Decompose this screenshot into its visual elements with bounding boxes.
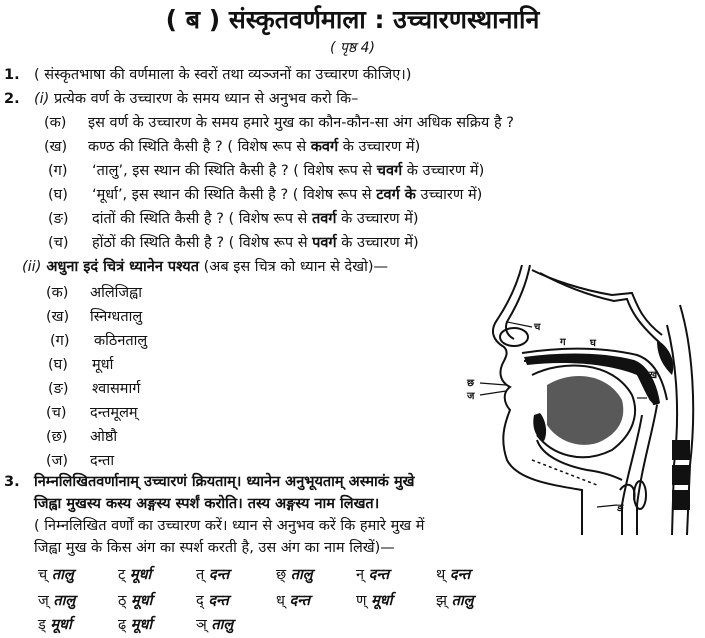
item-text: मूर्धा: [92, 357, 114, 373]
consonant: ठ्: [118, 593, 127, 609]
consonant: ट्: [118, 567, 126, 583]
list-item: [46, 403, 138, 423]
articulation-place: तालु: [53, 593, 76, 609]
list-item: [44, 137, 420, 157]
mouth-diagram: [462, 265, 705, 535]
list-item: [50, 331, 147, 351]
item-text: ‘मूर्धा’, इस स्थान की स्थिति कैसी है ? ( विशेष रूप से: [92, 187, 377, 203]
answer-item: [356, 564, 389, 584]
question-number: 3.: [4, 474, 20, 490]
answer-row: [0, 614, 520, 636]
articulation-place: दन्त: [208, 567, 230, 583]
item-text-end: के उच्चारण में): [338, 139, 421, 155]
diagram-label-gh: घ: [590, 338, 596, 349]
item-label: (ङ): [48, 381, 69, 397]
answer-item: [196, 614, 233, 634]
question-3-line-1: [4, 472, 415, 492]
item-text-end: के उच्चारण में): [402, 163, 485, 179]
articulation-place: तालु: [290, 567, 313, 583]
articulation-place: तालु: [211, 617, 234, 633]
item-text: कण्ठ की स्थिति कैसी है ? ( विशेष रूप से: [88, 139, 311, 155]
answer-item: [118, 614, 152, 634]
item-label: (ख): [44, 139, 68, 155]
list-item: [48, 355, 113, 375]
consonant: झ्: [436, 593, 447, 609]
question-number: 2.: [4, 91, 20, 107]
hindi-instruction: (अब इस चित्र को ध्यान से देखो)—: [199, 259, 388, 275]
articulation-place: मूर्धा: [50, 617, 72, 633]
list-item: [46, 451, 114, 471]
answer-item: [276, 590, 310, 610]
list-item: [44, 113, 514, 133]
item-label: (ज): [46, 453, 69, 469]
page-title: ( ब ) संस्कृतवर्णमाला : उच्चारणस्थानानि: [165, 5, 540, 34]
diagram-label-kh: ख: [649, 370, 658, 381]
articulation-place: तालु: [451, 593, 474, 609]
diagram-label-g: ग: [560, 337, 566, 348]
item-bold-text: पवर्ग: [312, 235, 337, 251]
answer-item: [38, 564, 74, 584]
answer-row: [0, 564, 520, 586]
item-text: ‘तालु’, इस स्थान की स्थिति कैसी है ? ( विशेष रूप से: [92, 163, 377, 179]
diagram-label-k: क: [649, 394, 657, 405]
articulation-place: दन्त: [208, 593, 229, 609]
consonant: ड्: [38, 617, 46, 633]
item-bold-text: कवर्ग: [310, 139, 339, 155]
item-text-end: उच्चारण में): [415, 187, 483, 203]
item-label: (च): [46, 405, 67, 421]
question-text: प्रत्येक वर्ण के उच्चारण के समय ध्यान से अनुभव करो कि–: [49, 91, 359, 107]
list-item: [48, 185, 482, 205]
consonant: ढ्: [118, 617, 127, 633]
consonant: छ्: [276, 567, 287, 583]
item-bold-text: तवर्ग: [311, 211, 337, 227]
answer-item: [436, 564, 470, 584]
articulation-place: दन्त: [289, 593, 310, 609]
answer-item: [118, 590, 152, 610]
consonant: ध्: [276, 593, 285, 609]
item-label: (ग): [48, 163, 68, 179]
articulation-place: मूर्धा: [371, 593, 393, 609]
question-3-line-2: जिह्वा मुखस्य कस्य अङ्गस्य स्पर्शं करोति। तस्य अङ्गस्य नाम लिखत।: [34, 496, 380, 512]
question-text: ( संस्कृतभाषा की वर्णमाला के स्वरों तथा व्यञ्जनों का उच्चारण कीजिए।): [34, 67, 412, 83]
item-text: होंठों की स्थिति कैसी है ? ( विशेष रूप से: [92, 235, 313, 251]
item-text: दन्तमूलम्: [90, 405, 138, 421]
answer-row: [0, 590, 520, 612]
item-label: (ग): [50, 333, 70, 349]
question-2-intro: [4, 89, 358, 109]
list-item: [46, 283, 142, 303]
list-item: [48, 161, 484, 181]
answer-item: [196, 564, 229, 584]
answer-item: [356, 590, 392, 610]
articulation-place: दन्त: [368, 567, 390, 583]
consonant: ण्: [356, 593, 367, 609]
question-2-part-ii: [22, 257, 388, 277]
item-label: (क): [46, 285, 69, 301]
consonant: त्: [196, 567, 205, 583]
question-3-hindi-line-1: ( निम्नलिखित वर्णों का उच्चारण करें। ध्यान से अनुभव करें कि हमारे मुख में: [34, 518, 425, 534]
list-item: [46, 427, 117, 447]
diagram-label-j: ज: [467, 391, 475, 402]
diagram-label-chh: छ: [467, 378, 475, 389]
item-text: कठिनतालु: [94, 333, 148, 349]
item-label: (च): [48, 235, 69, 251]
consonant: च्: [38, 567, 48, 583]
articulation-place: मूर्धा: [129, 567, 152, 583]
sanskrit-instruction: निम्नलिखितवर्णानाम् उच्चारणं क्रियताम्। ध्यानेन अनुभूयताम् अस्माकं मुखे: [34, 474, 415, 490]
item-text: ओष्ठौ: [90, 429, 118, 445]
item-text: श्वासमार्ग: [92, 381, 141, 397]
consonant: थ्: [436, 567, 446, 583]
item-label: (घ): [48, 187, 68, 203]
sanskrit-instruction: अधुना इदं चित्रं ध्यानेन पश्यत: [41, 259, 199, 275]
item-label: (घ): [48, 357, 68, 373]
roman-numeral: (ii): [22, 259, 42, 275]
mouth-cross-section-illustration: [462, 265, 705, 535]
question-1: [4, 65, 411, 85]
list-item: [48, 379, 140, 399]
item-label: (ङ): [48, 211, 69, 227]
item-text: दांतों की स्थिति कैसी है ? ( विशेष रूप से: [92, 211, 312, 227]
item-bold-text: टवर्ग के: [376, 187, 416, 203]
articulation-place: दन्त: [449, 567, 471, 583]
item-text: दन्ता: [90, 453, 115, 469]
item-text-end: के उच्चारण में): [336, 235, 419, 251]
page-reference: ( पृष्ठ 4): [330, 40, 375, 56]
question-3-hindi-line-2: जिह्वा मुख के किस अंग का स्पर्श करती है, उस अंग का नाम लिखें)—: [34, 540, 395, 556]
articulation-place: मूर्धा: [130, 617, 153, 633]
list-item: [48, 233, 419, 253]
answer-item: [118, 564, 151, 584]
item-text-end: के उच्चारण में): [336, 211, 419, 227]
item-text: अलिजिह्वा: [90, 285, 142, 301]
answer-item: [38, 590, 75, 610]
consonant: द्: [196, 593, 204, 609]
item-label: (क): [44, 115, 67, 131]
list-item: [48, 209, 419, 229]
answer-item: [196, 590, 229, 610]
diagram-label-ng: ङ: [617, 503, 624, 514]
item-text: इस वर्ण के उच्चारण के समय हमारे मुख का कौन-कौन-सा अंग अधिक सक्रिय है ?: [88, 115, 514, 131]
articulation-place: तालु: [51, 567, 74, 583]
question-number: 1.: [4, 67, 20, 83]
consonant: न्: [356, 567, 365, 583]
answer-item: [436, 590, 473, 610]
item-label: (ख): [46, 309, 70, 325]
item-bold-text: चवर्ग: [376, 163, 403, 179]
answer-item: [38, 614, 72, 634]
consonant: ज्: [38, 593, 49, 609]
consonant: ञ्: [196, 617, 207, 633]
list-item: [46, 307, 142, 327]
item-label: (छ): [46, 429, 68, 445]
answer-item: [276, 564, 313, 584]
item-text: स्निग्धतालु: [90, 309, 143, 325]
articulation-place: मूर्धा: [131, 593, 153, 609]
roman-numeral: (i): [34, 91, 50, 107]
diagram-label-ch: च: [534, 322, 541, 333]
